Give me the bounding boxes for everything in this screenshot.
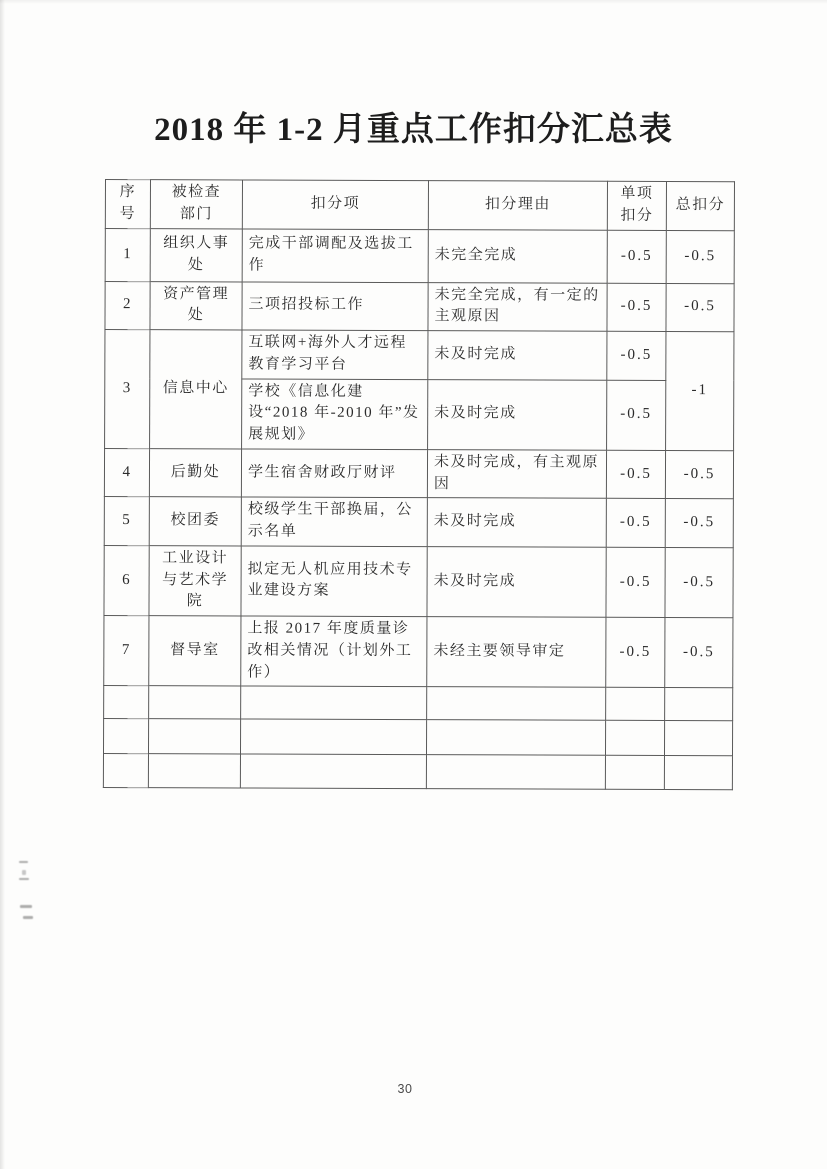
table-row bbox=[105, 228, 734, 283]
page-title: 2018 年 1-2 月重点工作扣分汇总表 bbox=[154, 112, 673, 148]
page-number: 30 bbox=[397, 1082, 413, 1096]
cell-total: -0.5 bbox=[665, 499, 733, 548]
empty-cell bbox=[148, 719, 240, 754]
cell-score: -0.5 bbox=[606, 450, 665, 499]
cell-reason: 未经主要领导审定 bbox=[427, 617, 606, 688]
empty-cell bbox=[103, 719, 148, 754]
cell-reason: 未及时完成 bbox=[427, 498, 606, 547]
header-reason-label: 扣分理由 bbox=[484, 196, 551, 213]
header-seq-label: 序号 bbox=[119, 184, 137, 222]
empty-cell bbox=[427, 687, 606, 721]
table-row bbox=[104, 615, 733, 687]
header-score-label: 单项扣分 bbox=[620, 185, 654, 224]
table-row bbox=[104, 448, 733, 499]
header-reason bbox=[428, 181, 607, 230]
cell-score: -0.5 bbox=[606, 617, 665, 687]
scan-edge-left bbox=[0, 0, 5, 1169]
scan-smudge bbox=[19, 861, 28, 863]
header-total bbox=[666, 181, 734, 230]
cell-reason: 未及时完成 bbox=[428, 331, 607, 380]
empty-cell bbox=[103, 754, 148, 788]
cell-score: -0.5 bbox=[606, 547, 665, 617]
empty-cell bbox=[606, 688, 665, 721]
scan-smudge bbox=[19, 878, 29, 880]
cell-item: 学校《信息化建设“2018 年-2010 年”发展规划》 bbox=[242, 378, 428, 449]
cell-seq: 6 bbox=[104, 545, 149, 615]
cell-reason: 未及时完成，有主观原因 bbox=[427, 449, 606, 498]
cell-department: 信息中心 bbox=[150, 330, 242, 449]
empty-cell bbox=[664, 721, 732, 756]
empty-cell bbox=[426, 720, 605, 756]
cell-item: 三项招投标工作 bbox=[242, 281, 428, 330]
cell-department: 督导室 bbox=[149, 616, 241, 687]
cell-reason: 未完全完成，有一定的主观原因 bbox=[428, 282, 607, 331]
empty-cell bbox=[664, 756, 732, 790]
cell-department: 工业设计与艺术学院 bbox=[149, 545, 241, 616]
header-seq bbox=[105, 180, 150, 229]
cell-seq: 5 bbox=[104, 497, 149, 546]
cell-item: 校级学生干部换届，公示名单 bbox=[241, 497, 427, 546]
empty-cell bbox=[665, 688, 733, 721]
scan-edge-top bbox=[0, 0, 827, 4]
empty-cell bbox=[426, 755, 605, 790]
cell-reason: 未及时完成 bbox=[428, 379, 607, 450]
header-item-label: 扣分项 bbox=[310, 195, 361, 212]
scan-smudge bbox=[22, 870, 26, 875]
empty-cell bbox=[240, 754, 426, 789]
cell-item: 学生宿舍财政厅财评 bbox=[241, 449, 427, 498]
header-total-label: 总扣分 bbox=[675, 196, 726, 214]
empty-row bbox=[103, 754, 732, 790]
empty-cell bbox=[605, 721, 664, 756]
empty-cell bbox=[149, 686, 241, 719]
cell-reason: 未及时完成 bbox=[427, 546, 606, 617]
cell-score: -0.5 bbox=[606, 499, 665, 548]
deduction-summary-table bbox=[103, 179, 735, 790]
empty-row bbox=[104, 686, 733, 721]
scan-smudge bbox=[23, 916, 33, 919]
header-department-label: 被检查部门 bbox=[171, 184, 222, 223]
empty-cell bbox=[240, 719, 426, 755]
header-score bbox=[607, 181, 666, 230]
cell-seq: 4 bbox=[104, 448, 149, 497]
cell-reason: 未完全完成 bbox=[428, 229, 607, 283]
empty-cell bbox=[104, 686, 149, 719]
cell-item: 互联网+海外人才远程教育学习平台 bbox=[242, 330, 428, 379]
table-row bbox=[104, 545, 733, 617]
cell-total: -0.5 bbox=[666, 230, 734, 283]
empty-cell bbox=[148, 754, 240, 788]
cell-score: -0.5 bbox=[607, 230, 666, 283]
cell-seq: 7 bbox=[104, 615, 149, 685]
summary-table-container bbox=[103, 179, 735, 790]
cell-score: -0.5 bbox=[607, 331, 666, 380]
cell-total: -1 bbox=[666, 331, 734, 450]
cell-department: 后勤处 bbox=[149, 448, 241, 497]
cell-department: 资产管理处 bbox=[150, 281, 242, 330]
table-row bbox=[105, 330, 734, 381]
cell-score: -0.5 bbox=[607, 283, 666, 332]
table-row bbox=[105, 281, 734, 332]
cell-department: 组织人事处 bbox=[150, 228, 242, 281]
cell-item: 完成干部调配及选拔工作 bbox=[242, 228, 428, 282]
empty-row bbox=[103, 719, 732, 756]
cell-seq: 3 bbox=[105, 330, 150, 449]
cell-score: -0.5 bbox=[607, 380, 666, 450]
cell-total: -0.5 bbox=[665, 450, 733, 499]
table-header-row bbox=[105, 180, 734, 231]
cell-item: 上报 2017 年度质量诊改相关情况（计划外工作） bbox=[241, 616, 427, 687]
header-department bbox=[150, 180, 242, 229]
cell-seq: 2 bbox=[105, 281, 150, 330]
empty-cell bbox=[241, 686, 427, 720]
cell-total: -0.5 bbox=[665, 547, 733, 617]
cell-item: 拟定无人机应用技术专业建设方案 bbox=[241, 546, 427, 617]
cell-total: -0.5 bbox=[665, 617, 733, 687]
cell-total: -0.5 bbox=[666, 283, 734, 332]
table-row bbox=[104, 497, 733, 548]
scan-smudge bbox=[20, 905, 32, 908]
cell-seq: 1 bbox=[105, 228, 150, 281]
empty-cell bbox=[605, 756, 664, 790]
header-item bbox=[242, 180, 428, 229]
cell-department: 校团委 bbox=[149, 497, 241, 546]
